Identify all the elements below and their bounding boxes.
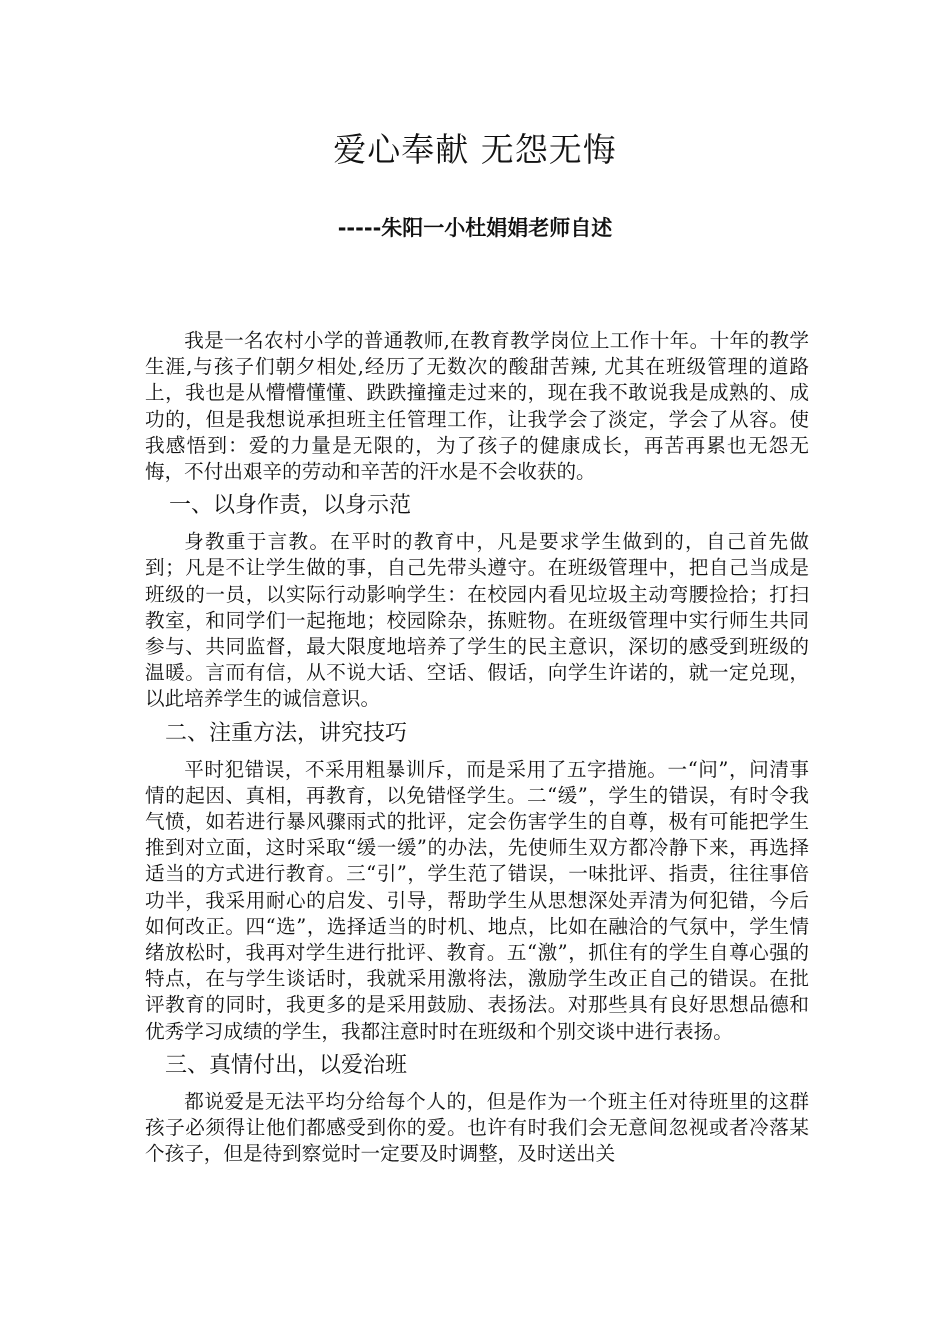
section-heading-1: 一、以身作责，以身示范 [169, 493, 412, 519]
document-subtitle: -----朱阳一小杜娟娟老师自述 [337, 216, 613, 240]
document-title: 爱心奉献 无怨无悔 [333, 130, 617, 169]
section-paragraph-2: 平时犯错误，不采用粗暴训斥，而是采用了五字措施。一“问”，问清事情的起因、真相，再教育，以免错怪学生。二“缓”，学生的错误，有时令我气愤，如若进行暴风骤雨式的批评，定会伤害学生的自尊，极有可能把学生推到对立面，这时采取“缓一缓”的办法，先使师生双方都冷静下来，再选择适当的方式进行教育。三“引”，学生范了错误，一味批评、指责，往往事倍功半，我采用耐心的启发、引导，帮助学生从思想深处弄清为何犯错，今后如何改正。四“选”，选择适当的时机、地点，比如在融洽的气氛中，学生情绪放松时，我再对学生进行批评、教育。五“激”，抓住有的学生自尊心强的特点，在与学生谈话时，我就采用激将法，激励学生改正自己的错误。在批评教育的同时，我更多的是采用鼓励、表扬法。对那些具有良好思想品德和优秀学习成绩的学生，我都注意时时在班级和个别交谈中进行表扬。 [145, 757, 809, 1043]
intro-paragraph: 我是一名农村小学的普通教师,在教育教学岗位上工作十年。十年的教学生涯,与孩子们朝夕相处,经历了无数次的酸甜苦辣, 尤其在班级管理的道路上，我也是从懵懵懂懂、跌跌撞撞走过来的，现在我不敢说我是成熟的、成功的，但是我想说承担班主任管理工作，让我学会了淡定，学会了从容。使我感悟到：爱的力量是无限的，为了孩子的健康成长，再苦再累也无怨无悔，不付出艰辛的劳动和辛苦的汗水是不会收获的。 [145, 329, 809, 484]
document-body [145, 328, 809, 1167]
section-paragraph-1: 身教重于言教。在平时的教育中，凡是要求学生做到的，自己首先做到；凡是不让学生做的事，自己先带头遵守。在班级管理中，把自己当成是班级的一员，以实际行动影响学生：在校园内看见垃圾主动弯腰捡拾；打扫教室，和同学们一起拖地；校园除杂，拣赃物。在班级管理中实行师生共同参与、共同监督，最大限度地培养了学生的民主意识，深切的感受到班级的温暖。言而有信，从不说大话、空话、假话，向学生许诺的，就一定兑现，以此培养学生的诚信意识。 [145, 530, 809, 711]
section-paragraph-3: 都说爱是无法平均分给每个人的，但是作为一个班主任对待班里的这群孩子必须得让他们都感受到你的爱。也许有时我们会无意间忽视或者冷落某个孩子，但是待到察觉时一定要及时调整，及时送出关 [145, 1089, 809, 1166]
section-heading-2: 二、注重方法，讲究技巧 [165, 720, 408, 746]
section-heading-3: 三、真情付出，以爱治班 [165, 1052, 408, 1078]
